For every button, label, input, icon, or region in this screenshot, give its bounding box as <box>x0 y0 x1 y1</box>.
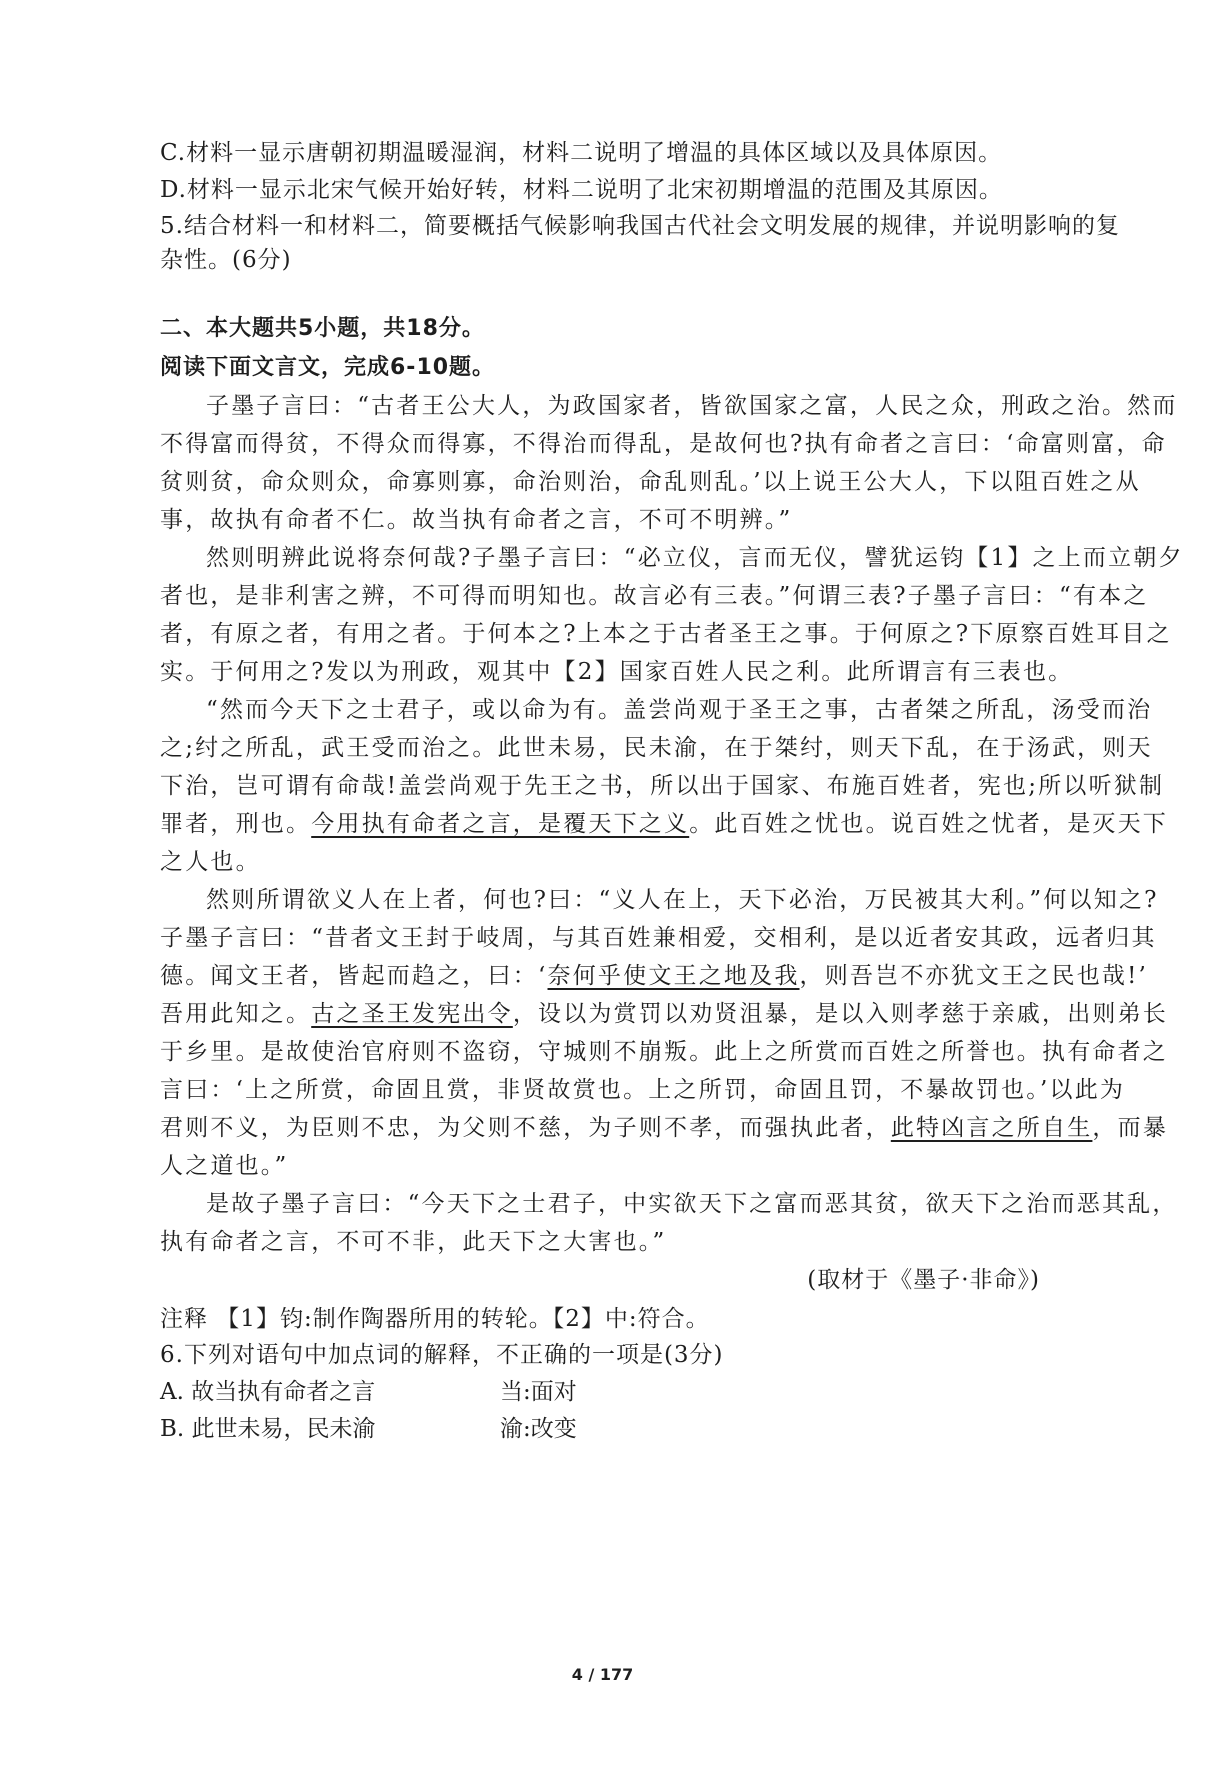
q6-stem: 6.下列对语句中加点词的解释，不正确的一项是(3分) <box>160 1342 724 1368</box>
underlined-sentence: 今用执有命者之言，是覆天下之义 <box>311 811 690 837</box>
text-span: ，设以为赏罚以劝贤沮暴，是以入则孝慈于亲戚，出则弟长 <box>512 1001 1169 1027</box>
passage-line <box>160 998 1169 1030</box>
q6-option-b-gloss: 渝:改变 <box>500 1416 577 1442</box>
passage-line: 贫则贫，命众则众，命寡则寡，命治则治，命乱则乱。’以上说王公大人，下以阻百姓之从 <box>160 469 1141 495</box>
passage-line: 执有命者之言，不可不非，此天下之大害也。” <box>160 1229 667 1255</box>
passage-line: 然则明辨此说将奈何哉?子墨子言曰：“必立仪，言而无仪，譬犹运钧【1】之上而立朝夕 <box>206 545 1184 571</box>
text-span: 罪者，刑也。 <box>160 811 312 837</box>
passage-source: (取材于《墨子·非命》) <box>807 1267 1040 1293</box>
passage-line: 然则所谓欲义人在上者，何也?曰：“义人在上，天下必治，万民被其大利。”何以知之? <box>206 887 1159 913</box>
text-span: 德。闻文王者，皆起而趋之，曰：‘ <box>160 963 548 989</box>
text-span: 。此百姓之忧也。说百姓之忧者，是灭天下 <box>689 811 1169 837</box>
text-span: ，则吾岂不亦犹文王之民也哉!’ <box>799 963 1149 989</box>
passage-line <box>160 808 1169 840</box>
page-indicator: 4 / 177 <box>571 1665 634 1684</box>
q6-option-b: B. 此世未易，民未渝 <box>160 1416 376 1442</box>
passage-line: 者也，是非利害之辨，不可得而明知也。故言必有三表。”何谓三表?子墨子言曰：“有本之 <box>160 583 1149 609</box>
underlined-sentence: 奈何乎使文王之地及我 <box>547 963 800 989</box>
underlined-sentence: 古之圣王发宪出令 <box>311 1001 513 1027</box>
passage-line: 人之道也。” <box>160 1153 289 1179</box>
passage-line: 子墨子言曰：“昔者文王封于岐周，与其百姓兼相爱，交相利，是以近者安其政，远者归其 <box>160 925 1157 951</box>
passage-line: 之;纣之所乱，武王受而治之。此世未易，民未渝，在于桀纣，则天下乱，在于汤武，则天 <box>160 735 1153 761</box>
q6-option-a-gloss: 当:面对 <box>500 1379 577 1405</box>
underlined-sentence: 此特凶言之所自生 <box>890 1115 1093 1141</box>
passage-line: 子墨子言曰：“古者王公大人，为政国家者，皆欲国家之富，人民之众，刑政之治。然而 <box>206 393 1178 419</box>
text-span: 吾用此知之。 <box>160 1001 312 1027</box>
passage-line <box>160 960 1149 992</box>
passage-line: 下治，岂可谓有命哉!盖尝尚观于先王之书，所以出于国家、布施百姓者，宪也;所以听狱制 <box>160 773 1165 799</box>
passage-line: 不得富而得贫，不得众而得寡，不得治而得乱，是故何也?执有命者之言曰：‘命富则富，命 <box>160 431 1167 457</box>
passage-line: “然而今天下之士君子，或以命为有。盖尝尚观于圣王之事，古者桀之所乱，汤受而治 <box>206 697 1153 723</box>
passage-line: 实。于何用之?发以为刑政，观其中【2】国家百姓人民之利。此所谓言有三表也。 <box>160 659 1074 685</box>
passage-line: 言曰：‘上之所赏，命固且赏，非贤故赏也。上之所罚，命固且罚，不暴故罚也。’以此为 <box>160 1077 1126 1103</box>
q5-stem-line1: 5.结合材料一和材料二，简要概括气候影响我国古代社会文明发展的规律，并说明影响的复 <box>160 213 1120 239</box>
section-instruction: 阅读下面文言文，完成6-10题。 <box>160 355 496 380</box>
q5-stem-line2: 杂性。(6分) <box>160 247 292 273</box>
passage-line: 于乡里。是故使治官府则不盗窃，守城则不崩叛。此上之所赏而百姓之所誉也。执有命者之 <box>160 1039 1168 1065</box>
annotation-notes: 注释 【1】钧:制作陶器所用的转轮。【2】中:符合。 <box>160 1306 710 1332</box>
passage-line: 者，有原之者，有用之者。于何本之?上本之于古者圣王之事。于何原之?下原察百姓耳目之 <box>160 621 1172 647</box>
passage-line: 事，故执有命者不仁。故当执有命者之言，不可不明辨。” <box>160 507 793 533</box>
passage-line <box>160 1112 1169 1144</box>
passage-line: 是故子墨子言曰：“今天下之士君子，中实欲天下之富而恶其贫，欲天下之治而恶其乱， <box>206 1191 1178 1217</box>
text-span: 君则不义，为臣则不忠，为父则不慈，为子则不孝，而强执此者， <box>160 1115 891 1141</box>
section-heading: 二、本大题共5小题，共18分。 <box>160 316 485 341</box>
q6-option-a: A. 故当执有命者之言 <box>160 1379 376 1405</box>
q4-option-c: C.材料一显示唐朝初期温暖湿润，材料二说明了增温的具体区域以及具体原因。 <box>160 140 1003 166</box>
q4-option-d: D.材料一显示北宋气候开始好转，材料二说明了北宋初期增温的范围及其原因。 <box>160 177 1003 203</box>
passage-line: 之人也。 <box>160 849 261 875</box>
text-span: ，而暴 <box>1092 1115 1169 1141</box>
